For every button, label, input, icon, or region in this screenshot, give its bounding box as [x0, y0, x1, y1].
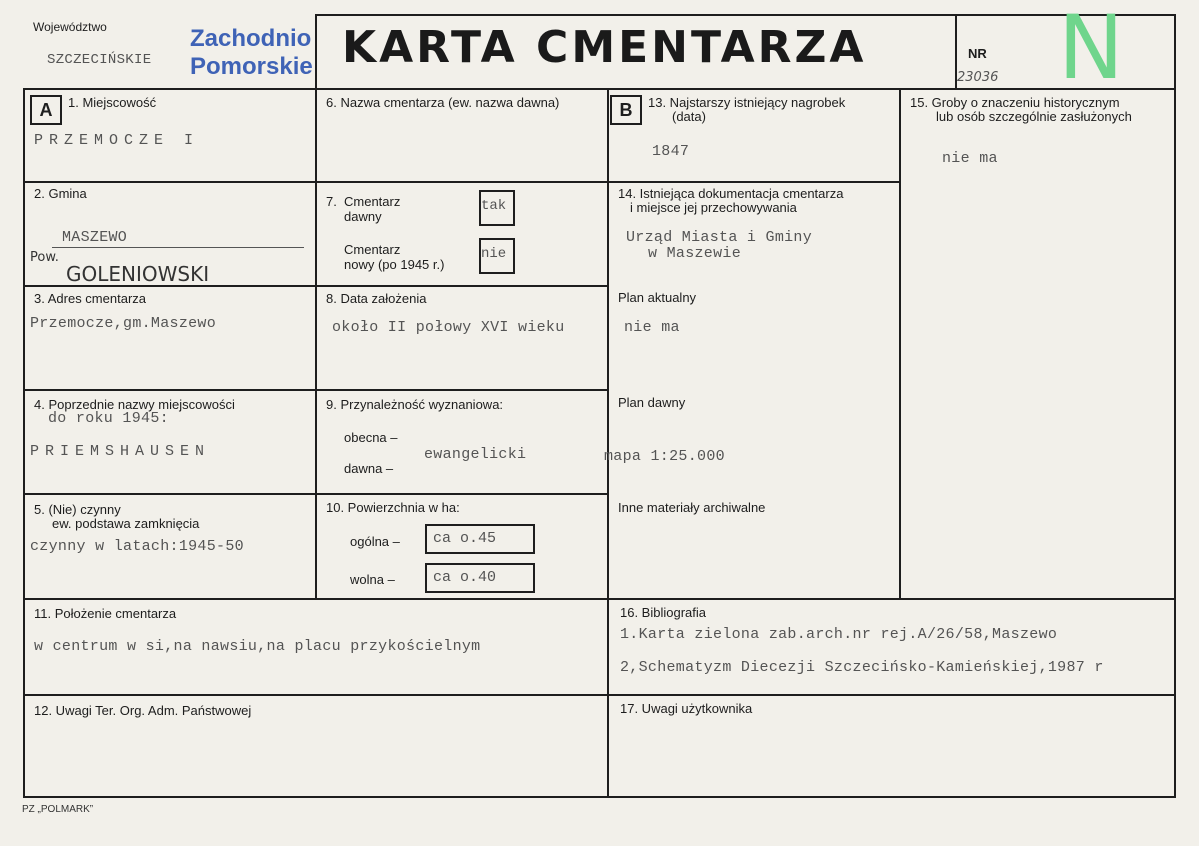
field-4-label-year: do roku 1945: [48, 410, 169, 427]
field-5-value: czynny w latach:1945-50 [30, 538, 244, 555]
nr-label: NR [968, 46, 987, 61]
section-a-letter: A [30, 95, 62, 125]
field-9-current-label: obecna – [344, 430, 398, 445]
page-title: KARTA CMENTARZA [342, 22, 867, 73]
field-4-label: 4. Poprzednie nazwy miejscowości [34, 397, 235, 412]
field-14-sublabel: i miejsce jej przechowywania [630, 200, 797, 215]
plan-former-value: mapa 1:25.000 [604, 448, 725, 465]
field-7-old-label: Cmentarz [344, 194, 401, 209]
field-7-new-label: Cmentarz [344, 242, 401, 257]
field-8-label: 8. Data założenia [326, 291, 427, 306]
field-10-label: 10. Powierzchnia w ha: [326, 500, 460, 515]
field-17-label: 17. Uwagi użytkownika [620, 701, 753, 716]
plan-current-value: nie ma [624, 319, 680, 336]
field-1-label: 1. Miejscowość [68, 95, 157, 110]
field-10-total-box [425, 524, 535, 554]
plan-former-label: Plan dawny [618, 395, 686, 410]
field-13-label: 13. Najstarszy istniejący nagrobek [648, 95, 846, 110]
field-11-value: w centrum w si,na nawsiu,na placu przykościelnym [34, 638, 481, 655]
field-7-old-box [479, 190, 515, 226]
field-9-value: ewangelicki [424, 446, 527, 463]
field-14-label: 14. Istniejąca dokumentacja cmentarza [618, 186, 844, 201]
plan-current-label: Plan aktualny [618, 290, 697, 305]
field-15-sublabel: lub osób szczególnie zasłużonych [936, 109, 1132, 124]
field-10-free-value: ca o.40 [433, 569, 497, 586]
field-2-label: 2. Gmina [34, 186, 87, 201]
stamp-line-1: Zachodnio [190, 25, 312, 52]
field-3-value: Przemocze,gm.Maszewo [30, 315, 217, 332]
field-7-label: 7. [326, 194, 337, 209]
field-9-label: 9. Przynależność wyznaniowa: [326, 397, 504, 412]
category-letter: N [1058, 0, 1124, 99]
field-16-label: 16. Bibliografia [620, 605, 706, 620]
field-7-new-value: nie [481, 246, 507, 262]
field-10-total-label: ogólna – [350, 534, 400, 549]
field-16-line-1: 1.Karta zielona zab.arch.nr rej.A/26/58,Maszewo [620, 626, 1058, 643]
field-14-value-1: Urząd Miasta i Gminy [626, 229, 813, 246]
field-9-former-label: dawna – [344, 461, 394, 476]
field-3-label: 3. Adres cmentarza [34, 291, 146, 306]
printer-imprint: PZ „POLMARK” [22, 804, 94, 815]
field-12-label: 12. Uwagi Ter. Org. Adm. Państwowej [34, 703, 252, 718]
field-7-old-sublabel: dawny [344, 209, 382, 224]
field-8-value: około II połowy XVI wieku [332, 319, 565, 336]
field-11-label: 11. Położenie cmentarza [34, 606, 177, 621]
field-1-value: PRZEMOCZE I [34, 132, 200, 149]
field-10-free-label: wolna – [350, 572, 395, 587]
county-label: Pow. [30, 250, 59, 265]
field-2-value: MASZEWO [62, 229, 128, 246]
field-16-line-2: 2,Schematyzm Diecezji Szczecińsko-Kamieńskiej,1987 r [620, 659, 1104, 676]
field-5-sublabel: ew. podstawa zamknięcia [52, 516, 200, 531]
voivodeship-value: SZCZECIŃSKIE [47, 52, 152, 68]
field-13-sublabel: (data) [672, 109, 706, 124]
nr-value: 23036 [957, 70, 999, 85]
field-4-value: PRIEMSHAUSEN [30, 443, 211, 460]
stamp-line-2: Pomorskie [190, 53, 313, 80]
field-10-total-value: ca o.45 [433, 530, 497, 547]
field-14-value-2: w Maszewie [648, 245, 742, 262]
field-7-old-value: tak [481, 198, 507, 214]
field-7-new-box [479, 238, 515, 274]
other-materials-label: Inne materiały archiwalne [618, 500, 766, 515]
field-6-label: 6. Nazwa cmentarza (ew. nazwa dawna) [326, 95, 560, 110]
field-7-new-sublabel: nowy (po 1945 r.) [344, 257, 445, 272]
field-15-value: nie ma [942, 150, 998, 167]
voivodeship-label: Województwo [33, 20, 107, 34]
field-13-value: 1847 [652, 143, 690, 160]
field-5-label: 5. (Nie) czynny [34, 502, 121, 517]
field-10-free-box [425, 563, 535, 593]
field-15-label: 15. Groby o znaczeniu historycznym [910, 95, 1120, 110]
section-b-letter: B [610, 95, 642, 125]
county-value: GOLENIOWSKI [66, 262, 210, 286]
